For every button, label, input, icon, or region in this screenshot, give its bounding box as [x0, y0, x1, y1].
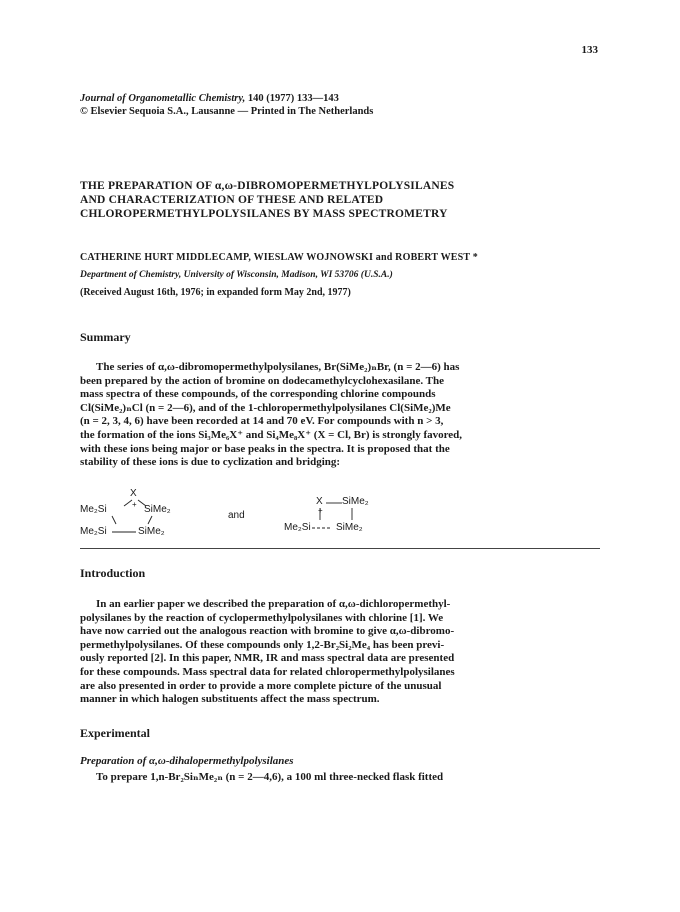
chemical-structures [80, 488, 600, 544]
summary-paragraph [80, 361, 600, 470]
bond-line [112, 516, 116, 524]
summary-heading: Summary [80, 330, 131, 344]
paragraph-line: mass spectra of these compounds, of the corresponding chlorine compounds [80, 388, 436, 401]
silicon-label: Me₂Si [80, 526, 107, 537]
charge-label: + [132, 500, 137, 509]
journal-volume: 140 (1977) 133—143 [245, 93, 339, 104]
bond-line [148, 516, 152, 524]
bond-line [124, 500, 132, 506]
paragraph-line: manner in which halogen substituents affect the mass spectrum. [80, 693, 380, 706]
charge-label: + [318, 506, 323, 515]
paragraph-line: the formation of the ions Si₃Me₆X⁺ and Si₄Me₈X⁺ (X = Cl, Br) is strongly favored, [80, 428, 463, 441]
paragraph-line: ously reported [2]. In this paper, NMR, IR and mass spectral data are presented [80, 652, 455, 665]
title-line: AND CHARACTERIZATION OF THESE AND RELATED [80, 194, 384, 206]
paragraph-line: stability of these ions is due to cyclization and bridging: [80, 456, 341, 469]
introduction-paragraph [80, 598, 600, 707]
paragraph-line: (n = 2, 3, 4, 6) have been recorded at 14 and 70 eV. For compounds with n > 3, [80, 415, 444, 428]
paragraph-line: are also presented in order to provide a more complete picture of the unusual [80, 679, 442, 692]
introduction-heading: Introduction [80, 566, 146, 580]
paragraph-line: To prepare 1,n-Br₂SiₙMe₂ₙ (n = 2—4,6), a 100 ml three-necked flask fitted [96, 771, 444, 783]
journal-name: Journal of Organometallic Chemistry, [80, 93, 246, 104]
paragraph-line: with these ions being major or base peaks in the spectra. It is proposed that the [80, 442, 450, 455]
silicon-label: SiMe₂ [342, 496, 369, 507]
paragraph-line: for these compounds. Mass spectral data for related chloropermethylpolysilanes [80, 665, 455, 678]
paragraph-line: Cl(SiMe₂)ₙCl (n = 2—6), and of the 1-chloropermethylpolysilanes Cl(SiMe₂)Me [80, 401, 451, 414]
article-title [80, 179, 600, 221]
silicon-label: Me₂Si [284, 522, 311, 533]
paragraph-line: have now carried out the analogous reaction with bromine to give α,ω-dibromo- [80, 625, 455, 638]
silicon-label: SiMe₂ [336, 522, 363, 533]
halogen-label: X [316, 496, 323, 507]
silicon-label: SiMe₂ [144, 504, 171, 515]
paragraph-line: The series of α,ω-dibromopermethylpolysilanes, Br(SiMe₂)ₙBr, (n = 2—6) has [96, 361, 460, 373]
publisher-line: © Elsevier Sequoia S.A., Lausanne — Printed in The Netherlands [80, 106, 374, 117]
author-list: CATHERINE HURT MIDDLECAMP, WIESLAW WOJNOWSKI and ROBERT WEST * [80, 252, 479, 263]
paragraph-line: In an earlier paper we described the preparation of α,ω-dichloropermethyl- [96, 598, 451, 610]
paragraph-line: permethylpolysilanes. Of these compounds only 1,2-Br₂Si₂Me₄ has been previ- [80, 638, 445, 651]
silicon-label: SiMe₂ [138, 526, 165, 537]
received-dates: (Received August 16th, 1976; in expanded form May 2nd, 1977) [80, 287, 351, 298]
paragraph-line: been prepared by the action of bromine on dodecamethylcyclohexasilane. The [80, 374, 445, 387]
halogen-label: X [130, 488, 137, 499]
experimental-subheading: Preparation of α,ω-dihalopermethylpolysilanes [80, 755, 294, 767]
section-divider [80, 548, 600, 549]
affiliation: Department of Chemistry, University of Wisconsin, Madison, WI 53706 (U.S.A.) [80, 270, 393, 280]
and-label: and [228, 510, 245, 521]
page-number: 133 [581, 44, 598, 56]
paragraph-line: polysilanes by the reaction of cyclopermethylpolysilanes with chlorine [1]. We [80, 611, 444, 624]
silicon-label: Me₂Si [80, 504, 107, 515]
title-line: CHLOROPERMETHYLPOLYSILANES BY MASS SPECTROMETRY [80, 208, 448, 220]
experimental-heading: Experimental [80, 726, 150, 740]
journal-citation [80, 92, 373, 118]
title-line: THE PREPARATION OF α,ω-DIBROMOPERMETHYLPOLYSILANES [80, 180, 455, 192]
